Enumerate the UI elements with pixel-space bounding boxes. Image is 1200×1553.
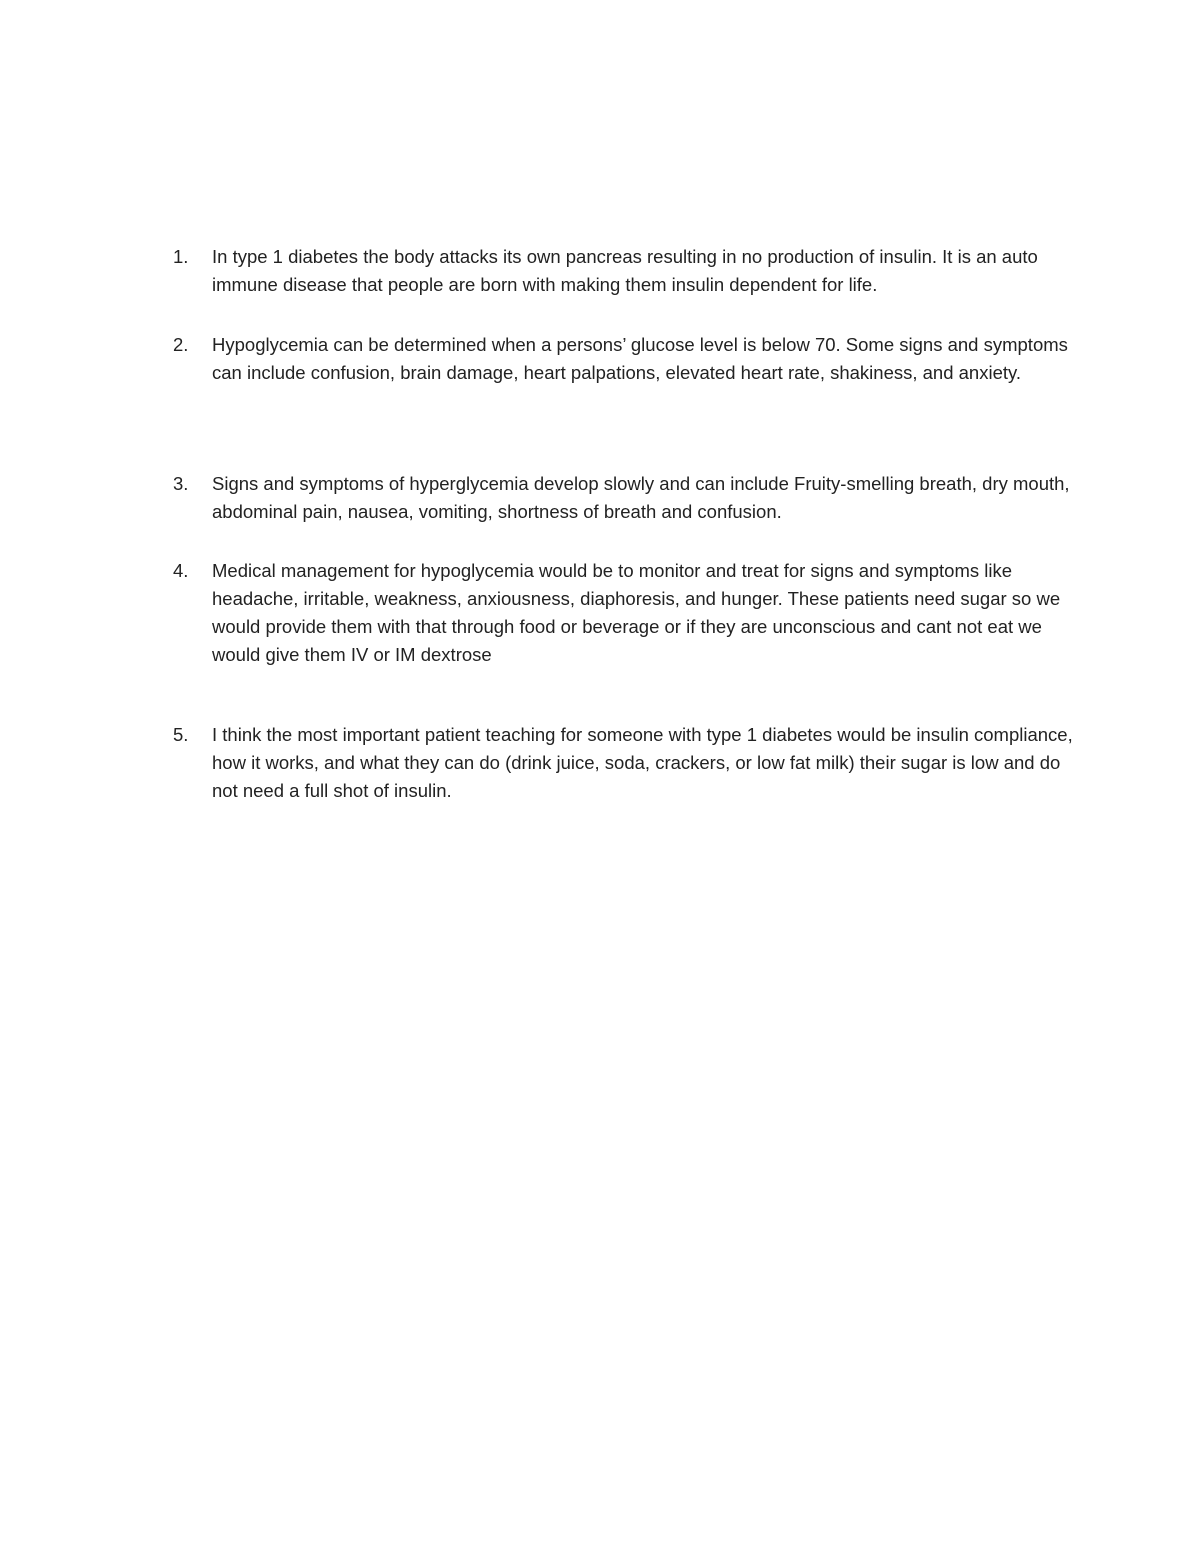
list-item-text: I think the most important patient teaching for someone with type 1 diabetes would be insulin compliance, how it works, and what they can do (drink juice, soda, crackers, or low fat milk) their sugar is low and do not need a full shot of insulin. — [212, 724, 1073, 801]
list-item-number: 1. — [173, 246, 189, 267]
list-item-number: 2. — [173, 334, 189, 355]
list-item — [173, 470, 1073, 526]
list-item-number: 3. — [173, 473, 189, 494]
numbered-list — [173, 243, 1073, 805]
list-item-text: Hypoglycemia can be determined when a persons’ glucose level is below 70. Some signs and symptoms can include confusion, brain damage, heart palpations, elevated heart rate, shakiness, and anxiety. — [212, 334, 1068, 383]
list-item-text: Medical management for hypoglycemia would be to monitor and treat for signs and symptoms like headache, irritable, weakness, anxiousness, diaphoresis, and hunger. These patients need sugar so we would provide them with that through food or beverage or if they are unconscious and cant not eat we would give them IV or IM dextrose — [212, 560, 1061, 665]
list-item-text: In type 1 diabetes the body attacks its own pancreas resulting in no production of insulin. It is an auto immune disease that people are born with making them insulin dependent for life. — [212, 246, 1038, 295]
list-item-number: 4. — [173, 560, 189, 581]
list-item — [173, 331, 1073, 387]
list-item — [173, 243, 1073, 299]
list-item — [173, 721, 1073, 805]
list-item-text: Signs and symptoms of hyperglycemia develop slowly and can include Fruity-smelling breath, dry mouth, abdominal pain, nausea, vomiting, shortness of breath and confusion. — [212, 473, 1070, 522]
list-item — [173, 557, 1073, 669]
list-item-number: 5. — [173, 724, 189, 745]
